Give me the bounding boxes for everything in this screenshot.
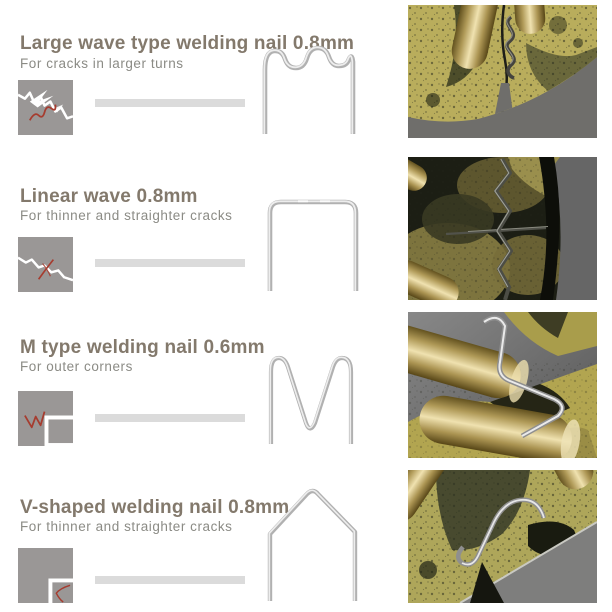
corner-face <box>48 419 73 443</box>
staple-large-wave-drawing <box>258 40 360 134</box>
divider-bar <box>95 99 245 107</box>
linear-wave-application-photo <box>408 157 597 300</box>
section-subtitle-linear-wave: For thinner and straighter cracks <box>20 207 233 223</box>
section-title-v-shaped: V-shaped welding nail 0.8mm <box>20 496 290 518</box>
staple-v-peak-drawing <box>262 486 364 601</box>
divider-bar <box>95 576 245 584</box>
divider-bar <box>95 414 245 422</box>
section-subtitle-v-shaped: For thinner and straighter cracks <box>20 518 233 534</box>
section-subtitle-large-wave: For cracks in larger turns <box>20 55 184 71</box>
outer-corner-crack-icon <box>18 391 73 446</box>
section-subtitle-m-type: For outer corners <box>20 358 133 374</box>
section-title-m-type: M type welding nail 0.6mm <box>20 336 265 358</box>
staple-m-shape-drawing <box>266 353 361 444</box>
section-title-large-wave: Large wave type welding nail 0.8mm <box>20 32 355 54</box>
crack-large-turn-icon <box>18 80 73 135</box>
staple-flat-top-u-drawing <box>262 194 364 291</box>
divider-bar <box>95 259 245 267</box>
straight-crack-icon <box>18 237 73 292</box>
large-wave-application-photo <box>408 5 597 138</box>
m-type-application-photo <box>408 312 597 458</box>
section-title-linear-wave: Linear wave 0.8mm <box>20 185 198 207</box>
v-shaped-application-photo <box>408 470 597 603</box>
inner-corner-crack-icon <box>18 548 73 603</box>
